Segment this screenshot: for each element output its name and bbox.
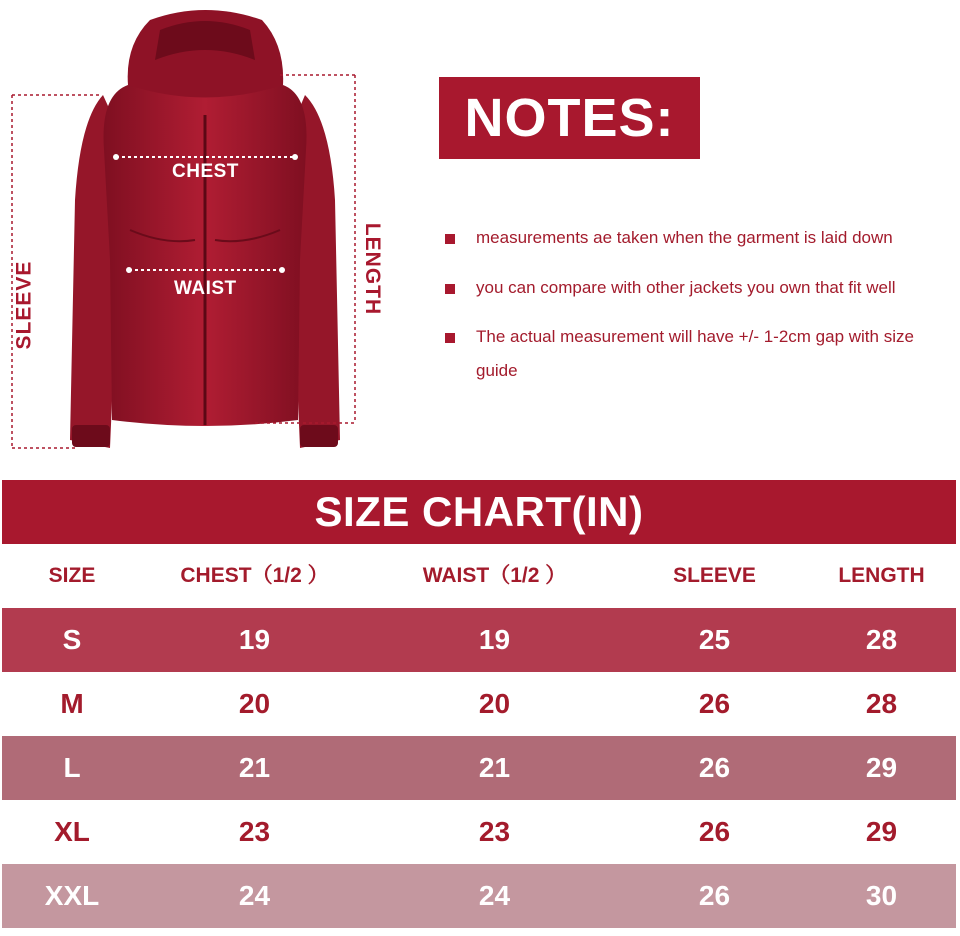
size-chart-header-row [2, 544, 956, 608]
cell-sleeve: 25 [698, 624, 731, 655]
cell-size: XXL [44, 880, 100, 911]
table-row [2, 864, 956, 928]
bullet-square-icon [445, 284, 455, 294]
cell-size: XL [54, 816, 90, 847]
header-length: LENGTH [838, 564, 925, 587]
notes-title: NOTES: [439, 77, 700, 159]
table-row [2, 800, 956, 864]
header-waist: WAIST（1/2 ） [422, 564, 567, 587]
header-size: SIZE [48, 564, 96, 587]
length-label: LENGTH [361, 222, 385, 316]
cell-chest: 20 [238, 688, 271, 719]
table-row [2, 736, 956, 800]
size-chart [2, 480, 956, 932]
note-text: The actual measurement will have +/- 1-2cm gap with size guide [476, 327, 914, 380]
cell-length: 29 [865, 752, 898, 783]
cell-size: S [62, 624, 82, 655]
note-item [445, 271, 945, 305]
cell-chest: 23 [238, 816, 271, 847]
cell-waist: 21 [478, 752, 511, 783]
cell-waist: 20 [478, 688, 511, 719]
cell-length: 28 [865, 688, 898, 719]
cell-chest: 24 [238, 880, 271, 911]
note-text: measurements ae taken when the garment is laid down [476, 228, 893, 247]
cell-sleeve: 26 [698, 816, 731, 847]
cell-chest: 21 [238, 752, 271, 783]
jacket-image [0, 0, 400, 470]
size-chart-title: SIZE CHART(IN) [2, 480, 956, 544]
waist-label: WAIST [174, 278, 237, 299]
note-text: you can compare with other jackets you own that fit well [476, 278, 896, 297]
note-item [445, 221, 945, 255]
cell-sleeve: 26 [698, 752, 731, 783]
cell-sleeve: 26 [698, 880, 731, 911]
chest-label: CHEST [172, 161, 239, 182]
cell-waist: 19 [478, 624, 511, 655]
cell-waist: 24 [478, 880, 511, 911]
cell-waist: 23 [478, 816, 511, 847]
cell-length: 28 [865, 624, 898, 655]
header-sleeve: SLEEVE [673, 564, 756, 587]
cell-sleeve: 26 [698, 688, 731, 719]
bullet-square-icon [445, 333, 455, 343]
cell-size: M [60, 688, 84, 719]
sleeve-label: SLEEVE [12, 260, 36, 350]
table-row [2, 672, 956, 736]
note-item [445, 320, 955, 388]
cell-length: 29 [865, 816, 898, 847]
header-chest: CHEST（1/2 ） [180, 564, 329, 587]
cell-length: 30 [865, 880, 898, 911]
cell-chest: 19 [238, 624, 271, 655]
bullet-square-icon [445, 234, 455, 244]
cell-size: L [63, 752, 81, 783]
table-row [2, 608, 956, 672]
jacket-illustration [0, 0, 400, 470]
